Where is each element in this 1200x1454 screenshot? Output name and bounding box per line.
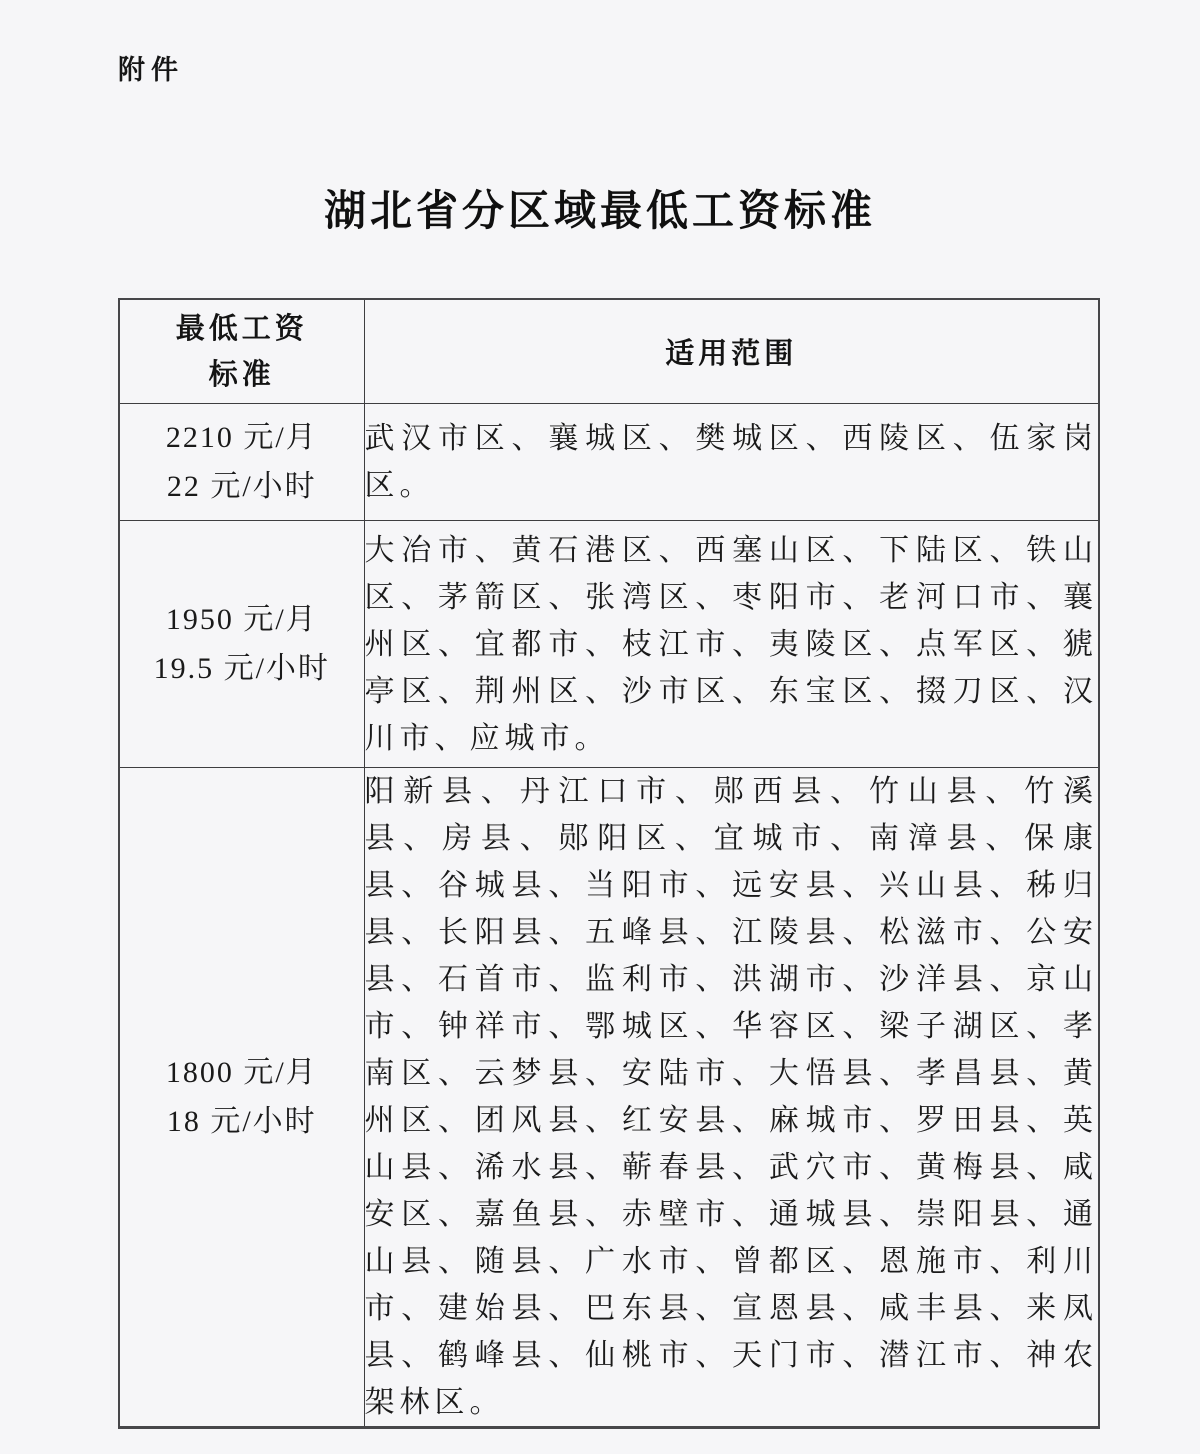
wage-cell (119, 768, 364, 1428)
table-row (119, 521, 1099, 768)
table-row (119, 768, 1099, 1428)
hourly-wage-value: 22 元/小时 (166, 470, 317, 503)
scope-cell: 阳新县、丹江口市、郧西县、竹山县、竹溪县、房县、郧阳区、宜城市、南漳县、保康县、谷城县、当阳市、远安县、兴山县、秭归县、长阳县、五峰县、江陵县、松滋市、公安县、石首市、监利市、洪湖市、沙洋县、京山市、钟祥市、鄂城区、华容区、梁子湖区、孝南区、云梦县、安陆市、大悟县、孝昌县、黄州区、团风县、红安县、麻城市、罗田县、英山县、浠水县、蕲春县、武穴市、黄梅县、咸安区、嘉鱼县、赤壁市、通城县、崇阳县、通山县、随县、广水市、曾都区、恩施市、利川市、建始县、巴东县、宣恩县、咸丰县、来凤县、鹤峰县、仙桃市、天门市、潜江市、神农架林区。 (364, 768, 1099, 1428)
monthly-wage-value: 1950 元/月 (165, 603, 318, 636)
monthly-wage-value: 2210 元/月 (165, 421, 318, 454)
header-applicable-scope-label: 适用范围 (665, 338, 798, 370)
attachment-label: 附件 (118, 55, 184, 85)
page-title: 湖北省分区域最低工资标准 (323, 189, 876, 235)
header-wage-standard-label: 最低工资标准 (175, 312, 308, 391)
wage-cell (119, 521, 364, 768)
scope-cell: 武汉市区、襄城区、樊城区、西陵区、伍家岗区。 (364, 404, 1099, 521)
table-header-row (119, 299, 1099, 404)
minimum-wage-table (118, 298, 1100, 1429)
hourly-wage-value: 19.5 元/小时 (153, 652, 330, 685)
hourly-wage-value: 18 元/小时 (166, 1105, 317, 1138)
header-wage-standard (119, 299, 364, 404)
wage-cell (119, 404, 364, 521)
monthly-wage-value: 1800 元/月 (165, 1056, 318, 1089)
table-row (119, 404, 1099, 521)
header-applicable-scope (364, 299, 1099, 404)
scope-cell: 大冶市、黄石港区、西塞山区、下陆区、铁山区、茅箭区、张湾区、枣阳市、老河口市、襄州区、宜都市、枝江市、夷陵区、点军区、猇亭区、荆州区、沙市区、东宝区、掇刀区、汉川市、应城市。 (364, 521, 1099, 768)
